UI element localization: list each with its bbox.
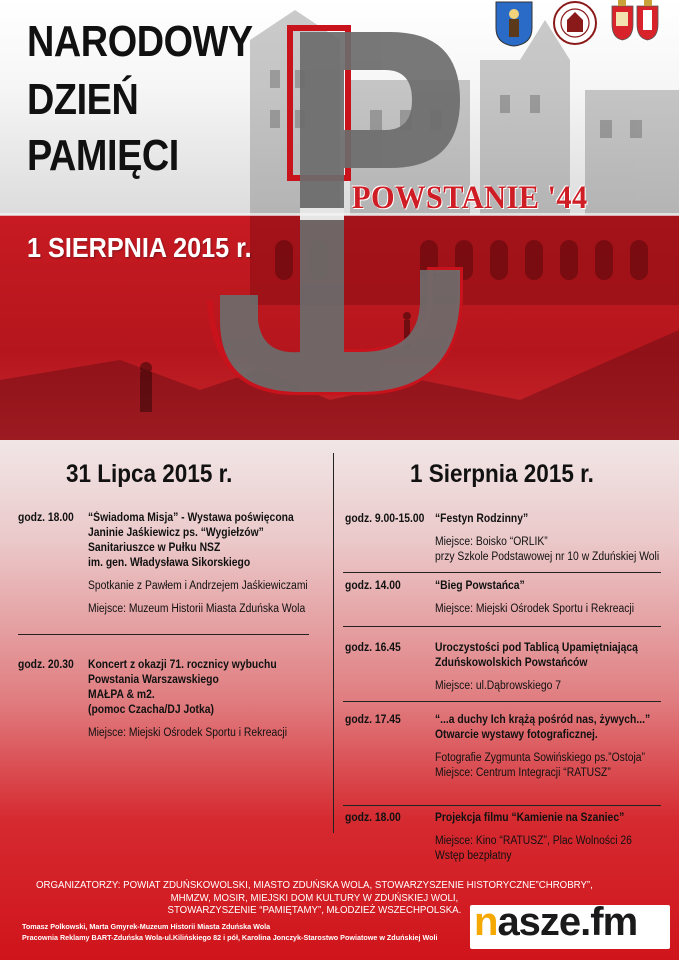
event-title-line: Janinie Jaśkiewicz ps. “Wygiełzów” [88, 527, 264, 539]
event-info-line: Miejsce: Muzeum Historii Miasta Zduńska Wola [88, 603, 306, 615]
event-info-line: Miejsce: ul.Dąbrowskiego 7 [435, 680, 561, 692]
event-title-line: “Festyn Rodzinny” [435, 513, 529, 525]
divider-line [343, 572, 661, 573]
event-title-line: im. gen. Władysława Sikorskiego [88, 557, 251, 569]
brand-logo-rest: asze.fm [497, 900, 638, 944]
organizers-line: STOWARZYSZENIE “PAMIĘTAMY”, MŁODZIEŻ WSZECHPOLSKA. [167, 904, 462, 916]
event-info-line: Spotkanie z Pawłem i Andrzejem Jaśkiewiczami [88, 580, 308, 592]
event-title-line: “Bieg Powstańca” [435, 580, 525, 592]
column-divider [333, 453, 334, 833]
event-title-line: Sanitariuszce w Pułku NSZ [88, 542, 221, 554]
day2-title: 1 Sierpnia 2015 r. [410, 460, 594, 488]
divider-line [343, 805, 661, 806]
event-title-line: “Świadoma Misja” - Wystawa poświęcona [88, 512, 294, 524]
event-info-line: Miejsce: Centrum Integracji “RATUSZ” [435, 767, 611, 779]
title-line-1: NARODOWY [27, 17, 253, 66]
event-info-line: Wstęp bezpłatny [435, 850, 512, 862]
event-info-line: Miejsce: Miejski Ośrodek Sportu i Rekreacji [88, 727, 288, 739]
museum-seal-icon [552, 0, 598, 46]
event-info-line: Fotografie Zygmunta Sowińskiego ps.”Ostoja” [435, 752, 645, 764]
title-line-2: DZIEŃ [27, 75, 139, 124]
brand-logo-initial: n [474, 900, 498, 944]
event-title-line: “...a duchy Ich krążą pośród nas, żywych...” [435, 714, 651, 726]
event-title-line: (pomoc Czacha/DJ Jotka) [88, 704, 214, 716]
event-time: godz. 20.30 [18, 659, 74, 671]
organizers-line: MHMZW, MOSIR, MIEJSKI DOM KULTURY W ZDUŃSKIEJ WOLI, [170, 891, 459, 904]
powstanie-44: POWSTANIE '44 [352, 180, 588, 216]
event-title-line: Koncert z okazji 71. rocznicy wybuchu [88, 659, 277, 671]
ruins-illustration [0, 0, 679, 440]
event-time: godz. 14.00 [345, 580, 401, 592]
credits-line: Pracownia Reklamy BART-Zduńska Wola-ul.Kilińskiego 82 i pół, Karolina Jonczyk-Starostwo Powiatowe w Zduńskiej Woli [22, 932, 438, 942]
title-line-3: PAMIĘCI [27, 131, 179, 180]
organizers-line: ORGANIZATORZY: POWIAT ZDUŃSKOWOLSKI, MIASTO ZDUŃSKA WOLA, STOWARZYSZENIE HISTORYCZNE”CHROBRY”, [36, 879, 593, 891]
event-title-line: Otwarcie wystawy fotograficznej. [435, 729, 598, 741]
divider-line [18, 634, 309, 635]
event-time: godz. 9.00-15.00 [345, 513, 425, 525]
event-info-line: Miejsce: Boisko “ORLIK” [435, 536, 548, 548]
event-time: godz. 16.45 [345, 642, 401, 654]
event-info-line: przy Szkole Podstawowej nr 10 w Zduńskiej Woli [435, 551, 660, 563]
divider-line [343, 701, 661, 702]
divider-line [343, 626, 661, 627]
main-date: 1 SIERPNIA 2015 r. [27, 232, 252, 263]
coat-of-arms-pair-icon [610, 0, 660, 44]
event-info-line: Miejsce: Miejski Ośrodek Sportu i Rekreacji [435, 603, 635, 615]
day1-title: 31 Lipca 2015 r. [66, 460, 233, 488]
event-title-line: Powstania Warszawskiego [88, 674, 219, 686]
event-time: godz. 18.00 [345, 812, 401, 824]
event-info-line: Miejsce: Kino “RATUSZ”, Plac Wolności 26 [435, 835, 632, 847]
brand-logo [474, 900, 637, 945]
hero-photo [0, 0, 679, 440]
coat-of-arms-zdunska-wola-icon [494, 0, 534, 48]
event-time: godz. 18.00 [18, 512, 74, 524]
event-time: godz. 17.45 [345, 714, 401, 726]
event-title-line: Zduńskowolskich Powstańców [435, 657, 588, 669]
event-title-line: MAŁPA & m2. [88, 689, 155, 701]
credits-line: Tomasz Polkowski, Marta Gmyrek-Muzeum Historii Miasta Zduńska Wola [22, 922, 271, 931]
event-title-line: Uroczystości pod Tablicą Upamiętniającą [435, 642, 638, 654]
event-title-line: Projekcja filmu “Kamienie na Szaniec” [435, 812, 625, 824]
credits [22, 922, 438, 943]
